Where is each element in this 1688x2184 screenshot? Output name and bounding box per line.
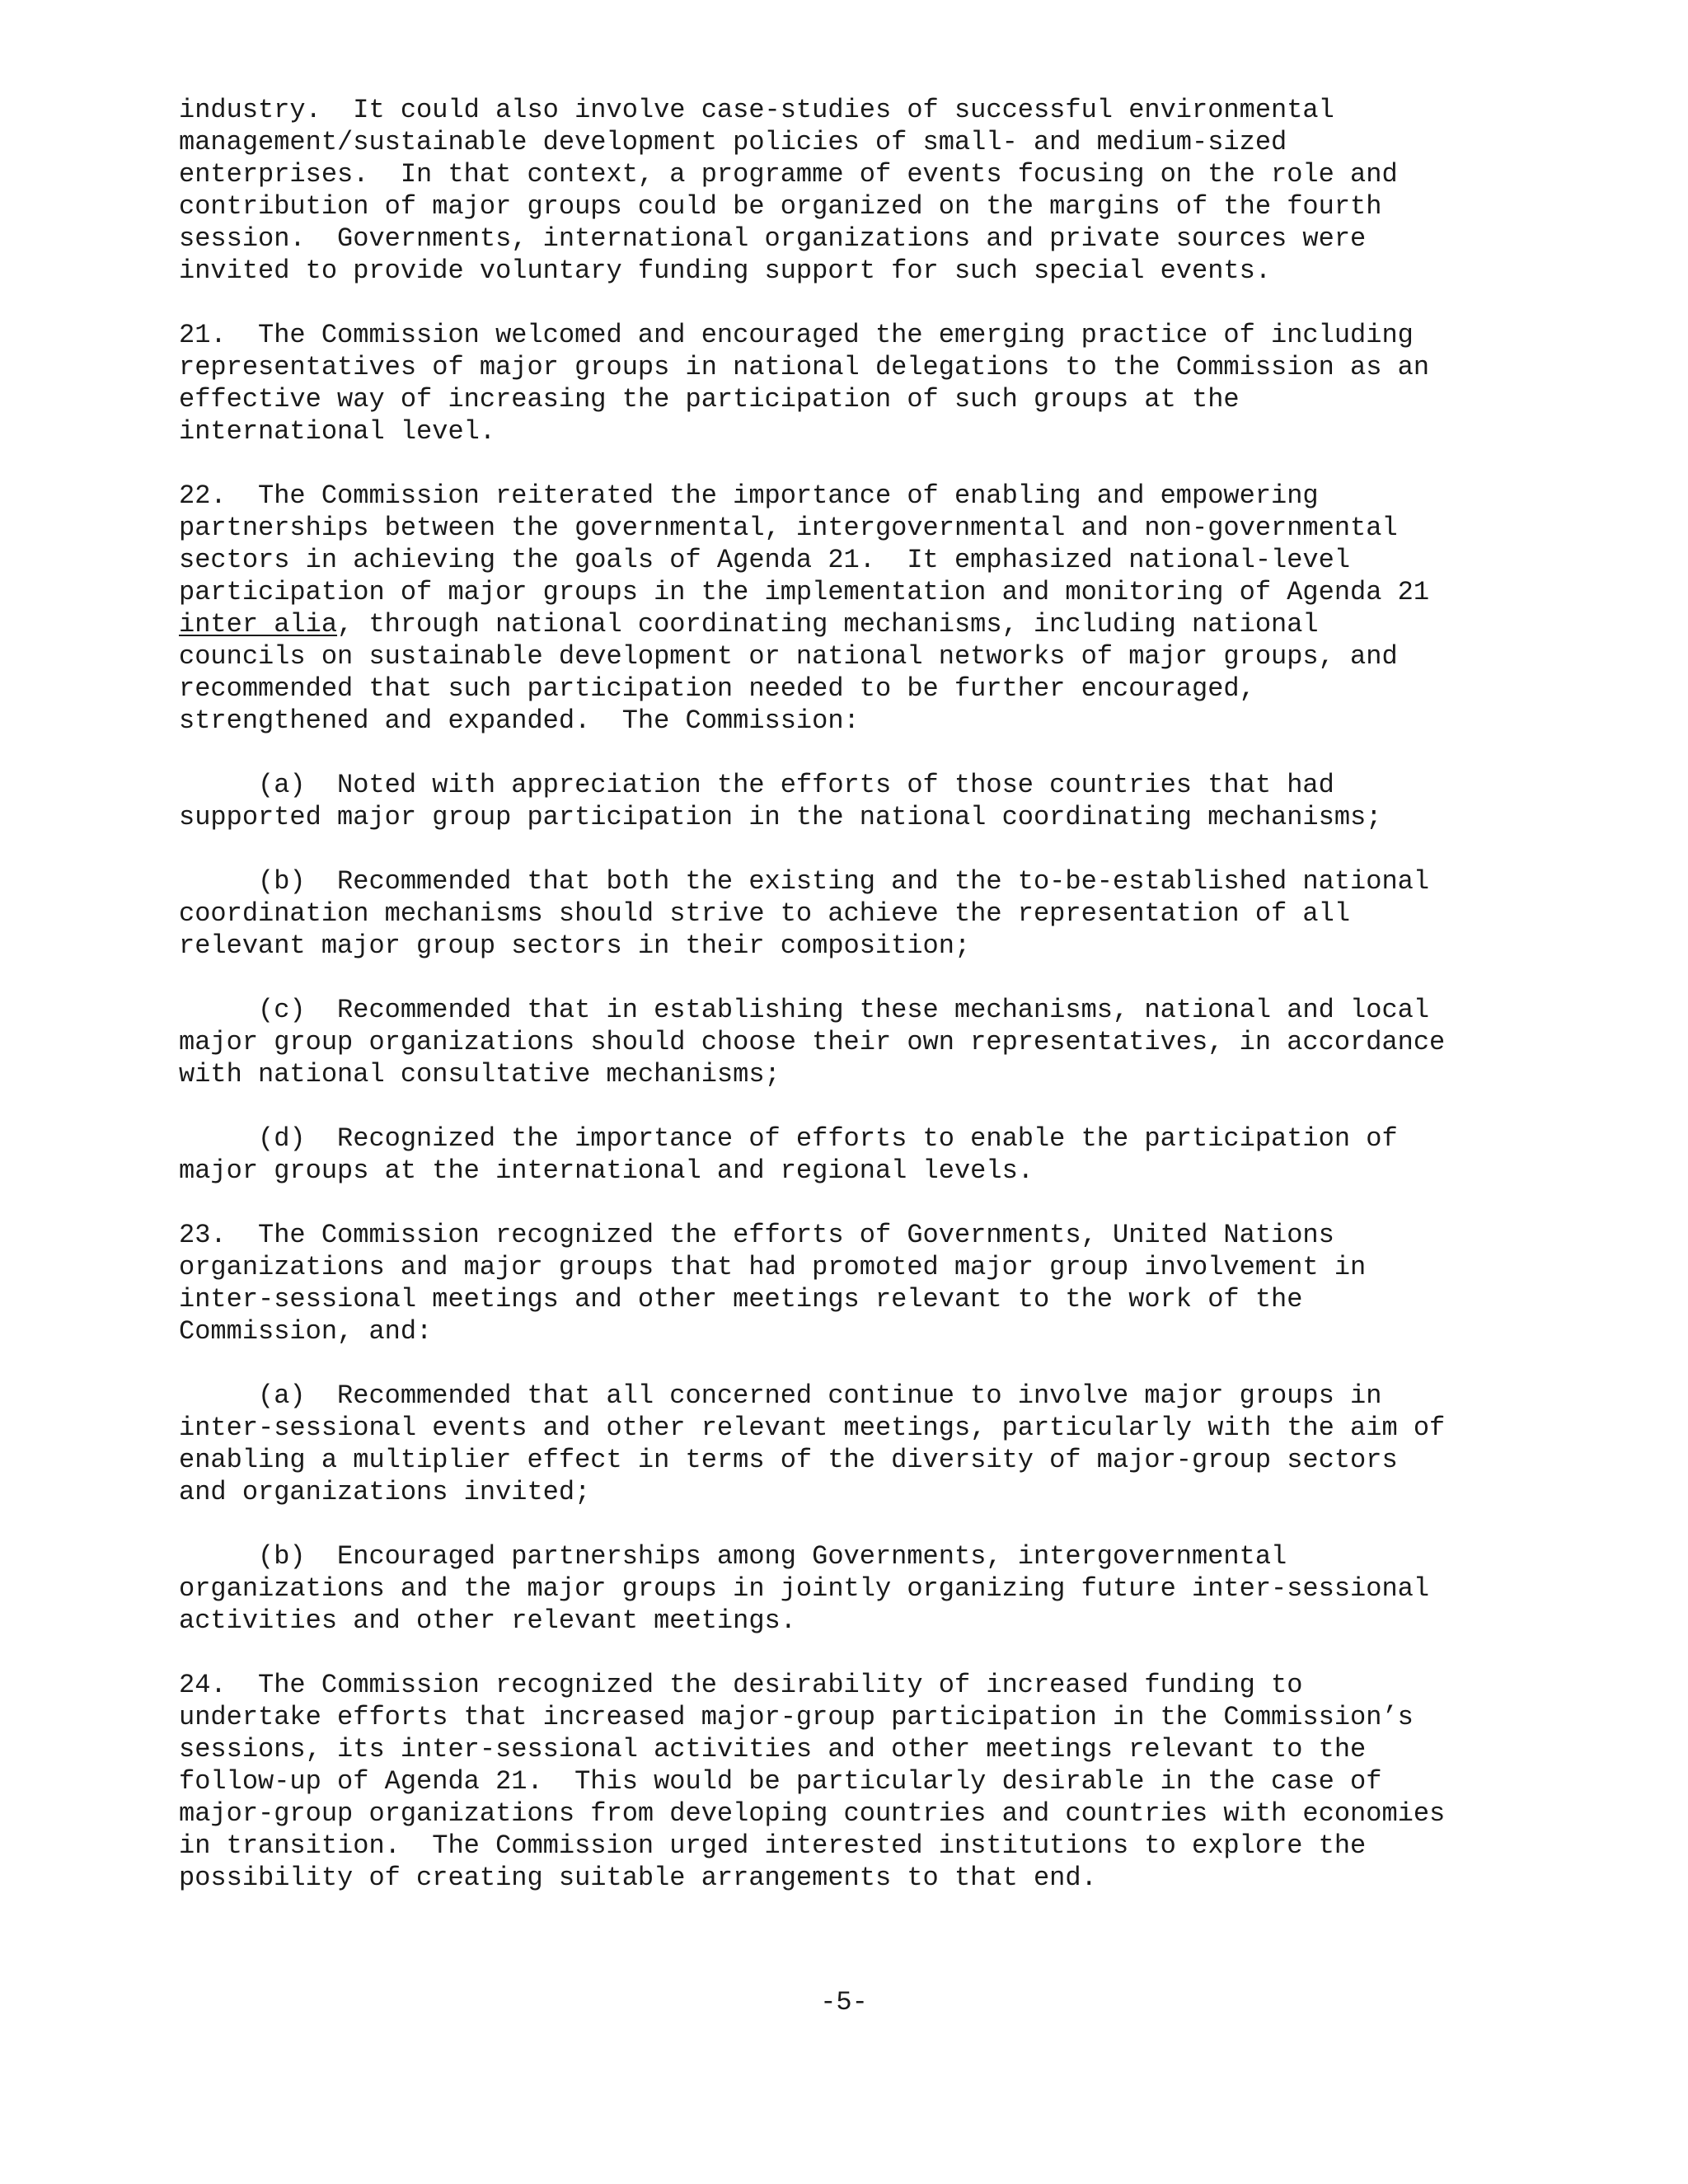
text-line: organizations and the major groups in jointly organizing future inter-sessional [179, 1573, 1430, 1604]
text-line: in transition. The Commission urged interested institutions to explore the [179, 1830, 1367, 1861]
paragraph-p23 [179, 1219, 1531, 1347]
paragraph-gap [179, 1347, 1531, 1380]
paragraph-p23a [179, 1380, 1531, 1508]
text-line: coordination mechanisms should strive to achieve the representation of all [179, 898, 1351, 929]
text-line: major groups at the international and regional levels. [179, 1155, 1034, 1186]
text-line: (c) Recommended that in establishing these mechanisms, national and local [179, 995, 1430, 1025]
text-line: management/sustainable development policies of small- and medium-sized [179, 127, 1287, 157]
text-line: (b) Recommended that both the existing and the to-be-established national [179, 866, 1430, 897]
text-line: undertake efforts that increased major-group participation in the Commission’s [179, 1702, 1414, 1732]
page-number: -5- [820, 1987, 868, 2018]
paragraph-p21 [179, 319, 1531, 448]
paragraph-intro [179, 94, 1531, 287]
paragraph-gap [179, 448, 1531, 480]
text-line: 24. The Commission recognized the desirability of increased funding to [179, 1670, 1303, 1700]
text-line: industry. It could also involve case-studies of successful environmental [179, 95, 1334, 125]
text-line: with national consultative mechanisms; [179, 1059, 781, 1090]
text-line: 21. The Commission welcomed and encouraged the emerging practice of including [179, 320, 1414, 350]
paragraph-gap [179, 1187, 1531, 1219]
paragraph-gap [179, 1090, 1531, 1122]
text-line: inter-sessional events and other relevant meetings, particularly with the aim of [179, 1413, 1446, 1443]
text-line: and organizations invited; [179, 1477, 591, 1507]
text-line: inter-sessional meetings and other meetings relevant to the work of the [179, 1284, 1303, 1315]
text-line: possibility of creating suitable arrangements to that end. [179, 1863, 1097, 1893]
text-line: follow-up of Agenda 21. This would be particularly desirable in the case of [179, 1766, 1382, 1797]
text-line: enterprises. In that context, a programme of events focusing on the role and [179, 159, 1398, 190]
text-line: 22. The Commission reiterated the importance of enabling and empowering [179, 480, 1319, 511]
text-line: 23. The Commission recognized the efforts of Governments, United Nations [179, 1220, 1334, 1250]
paragraph-p22b [179, 865, 1531, 962]
text-line: organizations and major groups that had promoted major group involvement in [179, 1252, 1367, 1282]
text-line: strengthened and expanded. The Commission: [179, 705, 860, 736]
text-line [179, 608, 1531, 640]
paragraph-gap [179, 1637, 1531, 1669]
text-line: contribution of major groups could be organized on the margins of the fourth [179, 191, 1382, 222]
document-body [179, 94, 1531, 1894]
paragraph-gap [179, 833, 1531, 865]
paragraph-gap [179, 1508, 1531, 1540]
text-line: enabling a multiplier effect in terms of the diversity of major-group sectors [179, 1445, 1398, 1475]
text-line: relevant major group sectors in their composition; [179, 930, 971, 961]
text-line: participation of major groups in the implementation and monitoring of Agenda 21 [179, 577, 1430, 607]
text-line: councils on sustainable development or national networks of major groups, and [179, 641, 1398, 672]
paragraph-p22c [179, 994, 1531, 1090]
text-line: partnerships between the governmental, intergovernmental and non-governmental [179, 513, 1398, 543]
paragraph-p24 [179, 1669, 1531, 1894]
text-line: major group organizations should choose their own representatives, in accordance [179, 1027, 1446, 1057]
paragraph-p22a [179, 769, 1531, 833]
text-line: session. Governments, international organizations and private sources were [179, 223, 1367, 254]
text-line: sectors in achieving the goals of Agenda 21. It emphasized national-level [179, 545, 1351, 575]
text-line: international level. [179, 416, 496, 447]
paragraph-p22 [179, 480, 1531, 737]
paragraph-gap [179, 737, 1531, 769]
text-line: recommended that such participation needed to be further encouraged, [179, 673, 1255, 704]
text-line: invited to provide voluntary funding support for such special events. [179, 255, 1272, 286]
paragraph-p23b [179, 1540, 1531, 1637]
text-line: (d) Recognized the importance of efforts to enable the participation of [179, 1123, 1398, 1154]
text-line: major-group organizations from developing countries and countries with economies [179, 1798, 1446, 1829]
paragraph-p22d [179, 1122, 1531, 1187]
text-line: (a) Noted with appreciation the efforts of those countries that had [179, 770, 1334, 800]
text-line: (b) Encouraged partnerships among Governments, intergovernmental [179, 1541, 1287, 1572]
paragraph-gap [179, 962, 1531, 994]
underlined-term: inter alia [179, 609, 338, 640]
text-line: sessions, its inter-sessional activities and other meetings relevant to the [179, 1734, 1367, 1765]
text-line: (a) Recommended that all concerned continue to involve major groups in [179, 1380, 1382, 1411]
text-line: Commission, and: [179, 1316, 433, 1347]
text-line: representatives of major groups in national delegations to the Commission as an [179, 352, 1430, 382]
text-line: activities and other relevant meetings. [179, 1605, 796, 1636]
text-line-rest: , through national coordinating mechanisms, including national [337, 609, 1319, 640]
text-line: supported major group participation in the national coordinating mechanisms; [179, 802, 1382, 832]
paragraph-gap [179, 287, 1531, 319]
text-line: effective way of increasing the participation of such groups at the [179, 384, 1240, 415]
